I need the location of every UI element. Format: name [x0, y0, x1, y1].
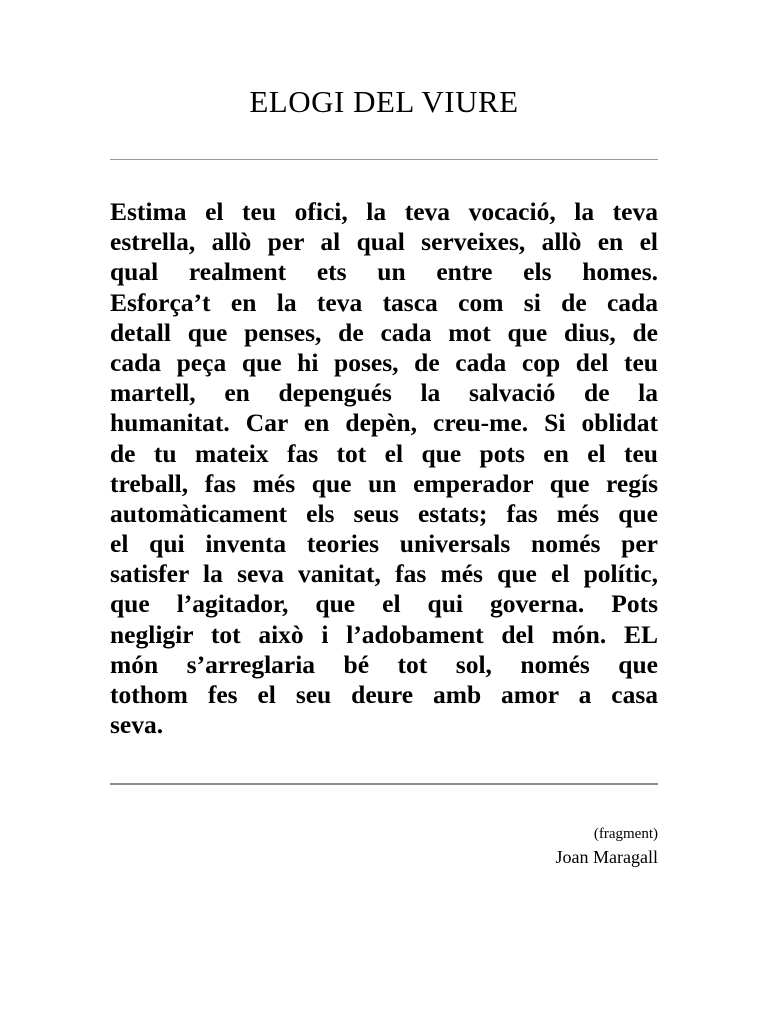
body-line: martell, en depengués la salvació de la [110, 378, 658, 408]
body-line: negligir tot això i l’adobament del món. EL [110, 619, 658, 649]
top-divider [110, 159, 658, 160]
body-line: món s’arreglaria bé tot sol, només que [110, 649, 658, 679]
body-line: el qui inventa teories universals només per [110, 529, 658, 559]
bottom-divider [110, 783, 658, 785]
fragment-note: (fragment) [593, 826, 658, 842]
body-line: automàticament els seus estats; fas més que [110, 498, 658, 528]
body-line: de tu mateix fas tot el que pots en el teu [110, 438, 658, 468]
body-line: Estima el teu ofici, la teva vocació, la teva [110, 197, 658, 226]
body-line: satisfer la seva vanitat, fas més que el polític, [110, 559, 658, 589]
poem-body [110, 197, 658, 740]
body-line: estrella, allò per al qual serveixes, allò en el [110, 227, 658, 257]
body-line: humanitat. Car en depèn, creu-me. Si oblidat [110, 408, 658, 438]
body-line: seva. [110, 710, 164, 740]
document-title: ELOGI DEL VIURE [249, 84, 519, 119]
body-line: tothom fes el seu deure amb amor a casa [110, 680, 658, 709]
body-line: treball, fas més que un emperador que regís [110, 468, 658, 498]
body-line: qual realment ets un entre els homes. [110, 257, 658, 287]
body-line: detall que penses, de cada mot que dius, de [110, 317, 658, 347]
body-line: Esforça’t en la teva tasca com si de cada [110, 287, 658, 317]
author-name: Joan Maragall [555, 847, 658, 867]
body-line: que l’agitador, que el qui governa. Pots [110, 589, 658, 619]
body-line: cada peça que hi poses, de cada cop del teu [110, 347, 658, 377]
